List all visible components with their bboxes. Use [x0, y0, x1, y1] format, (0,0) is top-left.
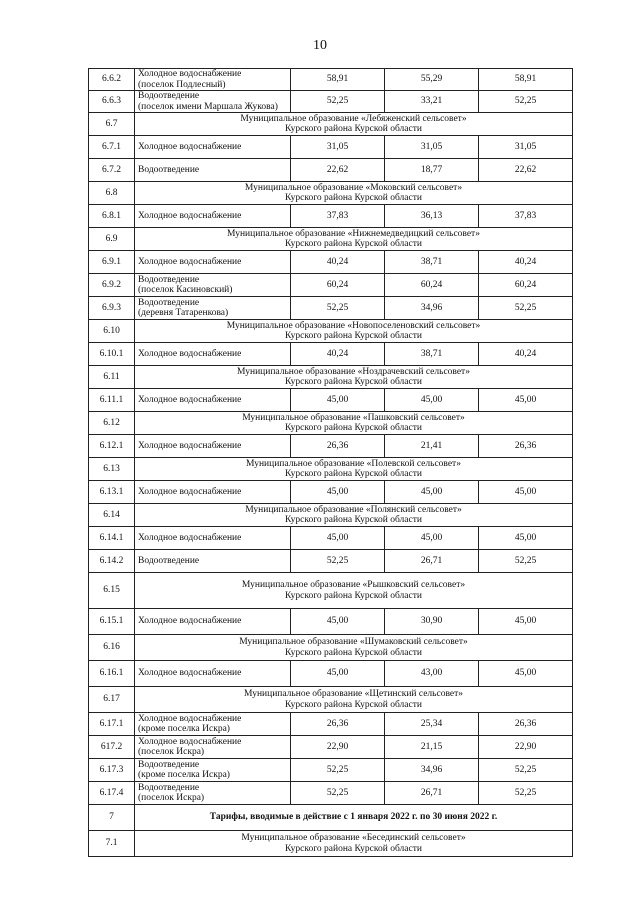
- header-line: Муниципальное образование «Полянский сельсовет»: [245, 504, 462, 515]
- service-description: [135, 435, 291, 458]
- header-line: Тарифы, вводимые в действие с 1 января 2022 г. по 30 июня 2022 г.: [209, 812, 498, 823]
- tariff-value: 52,25: [479, 782, 573, 805]
- header-line: Муниципальное образование «Полевской сельсовет»: [246, 458, 461, 469]
- tariff-table: [88, 68, 573, 857]
- row-number: 6.16: [89, 635, 135, 661]
- service-description: [135, 136, 291, 159]
- description-line: Холодное водоснабжение: [138, 69, 242, 79]
- municipality-header: [135, 228, 573, 251]
- description-line: Холодное водоснабжение: [138, 616, 242, 627]
- description-line: Водоотведение: [138, 759, 200, 770]
- tariff-value: 22,90: [291, 736, 385, 759]
- header-line: Курского района Курской области: [285, 515, 422, 525]
- table-row: [89, 527, 573, 550]
- description-line: Холодное водоснабжение: [138, 256, 242, 267]
- table-row: [89, 136, 573, 159]
- service-description: [135, 389, 291, 412]
- section-header-row: [89, 366, 573, 389]
- header-line: Муниципальное образование «Нижнемедведицкий сельсовет»: [227, 228, 480, 239]
- service-description: [135, 297, 291, 320]
- tariff-value: 60,24: [385, 274, 479, 297]
- description-line: (поселок имени Маршала Жукова): [138, 101, 278, 112]
- tariff-value: 45,00: [385, 481, 479, 504]
- header-line: Курского района Курской области: [285, 469, 422, 479]
- tariff-value: 40,24: [291, 343, 385, 366]
- service-description: [135, 759, 291, 782]
- table-row: [89, 661, 573, 687]
- tariff-value: 26,36: [291, 713, 385, 736]
- service-description: [135, 251, 291, 274]
- row-number: 6.17.4: [89, 782, 135, 805]
- header-line: Курского района Курской области: [285, 377, 422, 387]
- description-line: Водоотведение: [138, 782, 200, 793]
- header-line: Муниципальное образование «Ноздрачевский сельсовет»: [237, 366, 470, 377]
- description-line: (деревня Татаренкова): [138, 308, 229, 318]
- row-number: 6.7.2: [89, 159, 135, 182]
- tariff-value: 36,13: [385, 205, 479, 228]
- description-line: Водоотведение: [138, 274, 200, 285]
- service-description: [135, 782, 291, 805]
- tariff-value: 52,25: [291, 759, 385, 782]
- tariff-value: 55,29: [385, 69, 479, 91]
- section-header-row: [89, 113, 573, 136]
- header-line: Курского района Курской области: [285, 423, 422, 433]
- municipality-header: [135, 504, 573, 527]
- tariff-value: 45,00: [479, 661, 573, 687]
- tariff-value: 26,36: [479, 435, 573, 458]
- table-row: [89, 550, 573, 573]
- header-line: Муниципальное образование «Моковский сельсовет»: [244, 182, 463, 193]
- row-number: 617.2: [89, 736, 135, 759]
- service-description: [135, 736, 291, 759]
- tariff-value: 52,25: [479, 297, 573, 320]
- section-header-row: [89, 412, 573, 435]
- header-line: Курского района Курской области: [285, 124, 422, 134]
- service-description: [135, 481, 291, 504]
- row-number: 6.10: [89, 320, 135, 343]
- service-description: [135, 91, 291, 113]
- row-number: 6.12.1: [89, 435, 135, 458]
- row-number: 6.17: [89, 687, 135, 713]
- tariff-value: 45,00: [479, 527, 573, 550]
- tariff-value: 52,25: [479, 550, 573, 573]
- tariff-value: 30,90: [385, 609, 479, 635]
- service-description: [135, 609, 291, 635]
- table-row: [89, 251, 573, 274]
- tariff-value: 45,00: [385, 389, 479, 412]
- header-line: Муниципальное образование «Новопоселеновский сельсовет»: [226, 320, 481, 331]
- row-number: 6.6.3: [89, 91, 135, 113]
- service-description: [135, 274, 291, 297]
- tariff-value: 22,62: [291, 159, 385, 182]
- row-number: 6.14: [89, 504, 135, 527]
- tariff-value: 45,00: [479, 389, 573, 412]
- table-row: [89, 297, 573, 320]
- table-row: [89, 343, 573, 366]
- municipality-header: [135, 687, 573, 713]
- row-number: 6.13: [89, 458, 135, 481]
- tariff-value: 37,83: [479, 205, 573, 228]
- row-number: 6.15: [89, 573, 135, 609]
- tariff-value: 45,00: [385, 527, 479, 550]
- row-number: 6.9: [89, 228, 135, 251]
- tariff-value: 58,91: [479, 69, 573, 91]
- description-line: Холодное водоснабжение: [138, 532, 242, 543]
- description-line: Холодное водоснабжение: [138, 348, 242, 359]
- tariff-value: 31,05: [479, 136, 573, 159]
- municipality-header: [135, 831, 573, 857]
- description-line: Холодное водоснабжение: [138, 440, 242, 451]
- section-header-row: [89, 573, 573, 609]
- section-header-row: [89, 687, 573, 713]
- row-number: 6.6.2: [89, 69, 135, 91]
- section-header-row: [89, 182, 573, 205]
- page-number: 10: [313, 38, 327, 53]
- description-line: Водоотведение: [138, 164, 200, 175]
- tariff-value: 52,25: [291, 550, 385, 573]
- row-number: 6.14.2: [89, 550, 135, 573]
- row-number: 6.15.1: [89, 609, 135, 635]
- row-number: 6.10.1: [89, 343, 135, 366]
- row-number: 6.7: [89, 113, 135, 136]
- header-line: Курского района Курской области: [285, 193, 422, 203]
- row-number: 6.8: [89, 182, 135, 205]
- table-row: [89, 759, 573, 782]
- municipality-header: [135, 635, 573, 661]
- service-description: [135, 550, 291, 573]
- row-number: 6.17.3: [89, 759, 135, 782]
- description-line: Холодное водоснабжение: [138, 141, 242, 152]
- tariff-value: 22,90: [479, 736, 573, 759]
- description-line: Водоотведение: [138, 297, 200, 308]
- tariff-value: 31,05: [291, 136, 385, 159]
- description-line: (кроме поселка Искра): [138, 770, 230, 780]
- tariff-value: 52,25: [479, 91, 573, 113]
- tariff-value: 45,00: [291, 527, 385, 550]
- description-line: Холодное водоснабжение: [138, 486, 242, 497]
- table-row: [89, 69, 573, 91]
- description-line: Холодное водоснабжение: [138, 736, 242, 747]
- header-line: Муниципальное образование «Пашковский сельсовет»: [242, 412, 465, 423]
- tariff-value: 60,24: [291, 274, 385, 297]
- header-line: Курского района Курской области: [285, 331, 422, 341]
- tariff-value: 21,41: [385, 435, 479, 458]
- row-number: 6.8.1: [89, 205, 135, 228]
- tariff-value: 45,00: [291, 389, 385, 412]
- tariff-value: 33,21: [385, 91, 479, 113]
- row-number: 6.14.1: [89, 527, 135, 550]
- table-row: [89, 274, 573, 297]
- tariff-value: 58,91: [291, 69, 385, 91]
- tariff-value: 26,71: [385, 550, 479, 573]
- tariff-value: 45,00: [479, 609, 573, 635]
- tariff-value: 37,83: [291, 205, 385, 228]
- tariff-value: 40,24: [479, 251, 573, 274]
- tariff-value: 26,71: [385, 782, 479, 805]
- municipality-header: [135, 573, 573, 609]
- section-header-row: [89, 228, 573, 251]
- row-number: 6.11: [89, 366, 135, 389]
- table-row: [89, 713, 573, 736]
- tariff-value: 52,25: [479, 759, 573, 782]
- table-row: [89, 389, 573, 412]
- service-description: [135, 661, 291, 687]
- service-description: [135, 713, 291, 736]
- table-row: [89, 205, 573, 228]
- service-description: [135, 69, 291, 91]
- tariff-value: 45,00: [291, 609, 385, 635]
- tariff-value: 18,77: [385, 159, 479, 182]
- row-number: 6.7.1: [89, 136, 135, 159]
- header-line: Муниципальное образование «Щетинский сельсовет»: [243, 689, 463, 699]
- row-number: 7: [89, 805, 135, 831]
- table-row: [89, 782, 573, 805]
- tariff-value: 52,25: [291, 782, 385, 805]
- tariff-value: 21,15: [385, 736, 479, 759]
- tariff-value: 45,00: [291, 661, 385, 687]
- header-line: Курского района Курской области: [285, 699, 422, 710]
- municipality-header: [135, 320, 573, 343]
- header-line: Курского района Курской области: [285, 239, 422, 249]
- tariff-period-title: [135, 805, 573, 831]
- tariff-value: 40,24: [479, 343, 573, 366]
- tariff-value: 38,71: [385, 343, 479, 366]
- section-header-row: [89, 458, 573, 481]
- header-line: Муниципальное образование «Рышковский сельсовет»: [241, 580, 466, 590]
- municipality-header: [135, 182, 573, 205]
- tariff-value: 43,00: [385, 661, 479, 687]
- row-number: 6.9.3: [89, 297, 135, 320]
- tariff-value: 52,25: [291, 91, 385, 113]
- description-line: Холодное водоснабжение: [138, 394, 242, 405]
- description-line: (поселок Искра): [138, 747, 205, 757]
- description-line: Холодное водоснабжение: [138, 210, 242, 221]
- tariff-value: 34,96: [385, 759, 479, 782]
- service-description: [135, 527, 291, 550]
- section-header-row: [89, 831, 573, 857]
- header-line: Муниципальное образование «Бесединский сельсовет»: [241, 833, 466, 843]
- tariff-value: 45,00: [291, 481, 385, 504]
- table-row: [89, 481, 573, 504]
- section-header-row: [89, 320, 573, 343]
- description-line: (поселок Искра): [138, 793, 205, 803]
- row-number: 6.12: [89, 412, 135, 435]
- service-description: [135, 159, 291, 182]
- section-header-row: [89, 504, 573, 527]
- service-description: [135, 343, 291, 366]
- section-header-row: [89, 805, 573, 831]
- description-line: Холодное водоснабжение: [138, 713, 242, 724]
- header-line: Курского района Курской области: [285, 843, 422, 854]
- tariff-value: 45,00: [479, 481, 573, 504]
- header-line: Курского района Курской области: [285, 590, 422, 601]
- description-line: Холодное водоснабжение: [138, 668, 242, 679]
- tariff-value: 22,62: [479, 159, 573, 182]
- tariff-value: 52,25: [291, 297, 385, 320]
- municipality-header: [135, 366, 573, 389]
- row-number: 6.9.1: [89, 251, 135, 274]
- header-line: Муниципальное образование «Лебяженский сельсовет»: [240, 113, 467, 124]
- description-line: (поселок Касиновский): [138, 285, 233, 295]
- row-number: 6.9.2: [89, 274, 135, 297]
- service-description: [135, 205, 291, 228]
- description-line: (кроме поселка Искра): [138, 724, 230, 734]
- tariff-value: 31,05: [385, 136, 479, 159]
- header-line: Муниципальное образование «Шумаковский сельсовет»: [239, 637, 468, 647]
- tariff-value: 26,36: [479, 713, 573, 736]
- tariff-value: 26,36: [291, 435, 385, 458]
- section-header-row: [89, 635, 573, 661]
- description-line: (поселок Подлесный): [138, 79, 226, 90]
- municipality-header: [135, 412, 573, 435]
- table-row: [89, 159, 573, 182]
- table-row: [89, 736, 573, 759]
- header-line: Курского района Курской области: [285, 647, 422, 658]
- tariff-value: 34,96: [385, 297, 479, 320]
- row-number: 6.11.1: [89, 389, 135, 412]
- description-line: Водоотведение: [138, 555, 200, 566]
- row-number: 7.1: [89, 831, 135, 857]
- description-line: Водоотведение: [138, 91, 200, 101]
- table-row: [89, 435, 573, 458]
- municipality-header: [135, 458, 573, 481]
- municipality-header: [135, 113, 573, 136]
- tariff-value: 40,24: [291, 251, 385, 274]
- row-number: 6.13.1: [89, 481, 135, 504]
- tariff-value: 38,71: [385, 251, 479, 274]
- tariff-value: 25,34: [385, 713, 479, 736]
- row-number: 6.16.1: [89, 661, 135, 687]
- table-row: [89, 91, 573, 113]
- table-row: [89, 609, 573, 635]
- tariff-value: 60,24: [479, 274, 573, 297]
- row-number: 6.17.1: [89, 713, 135, 736]
